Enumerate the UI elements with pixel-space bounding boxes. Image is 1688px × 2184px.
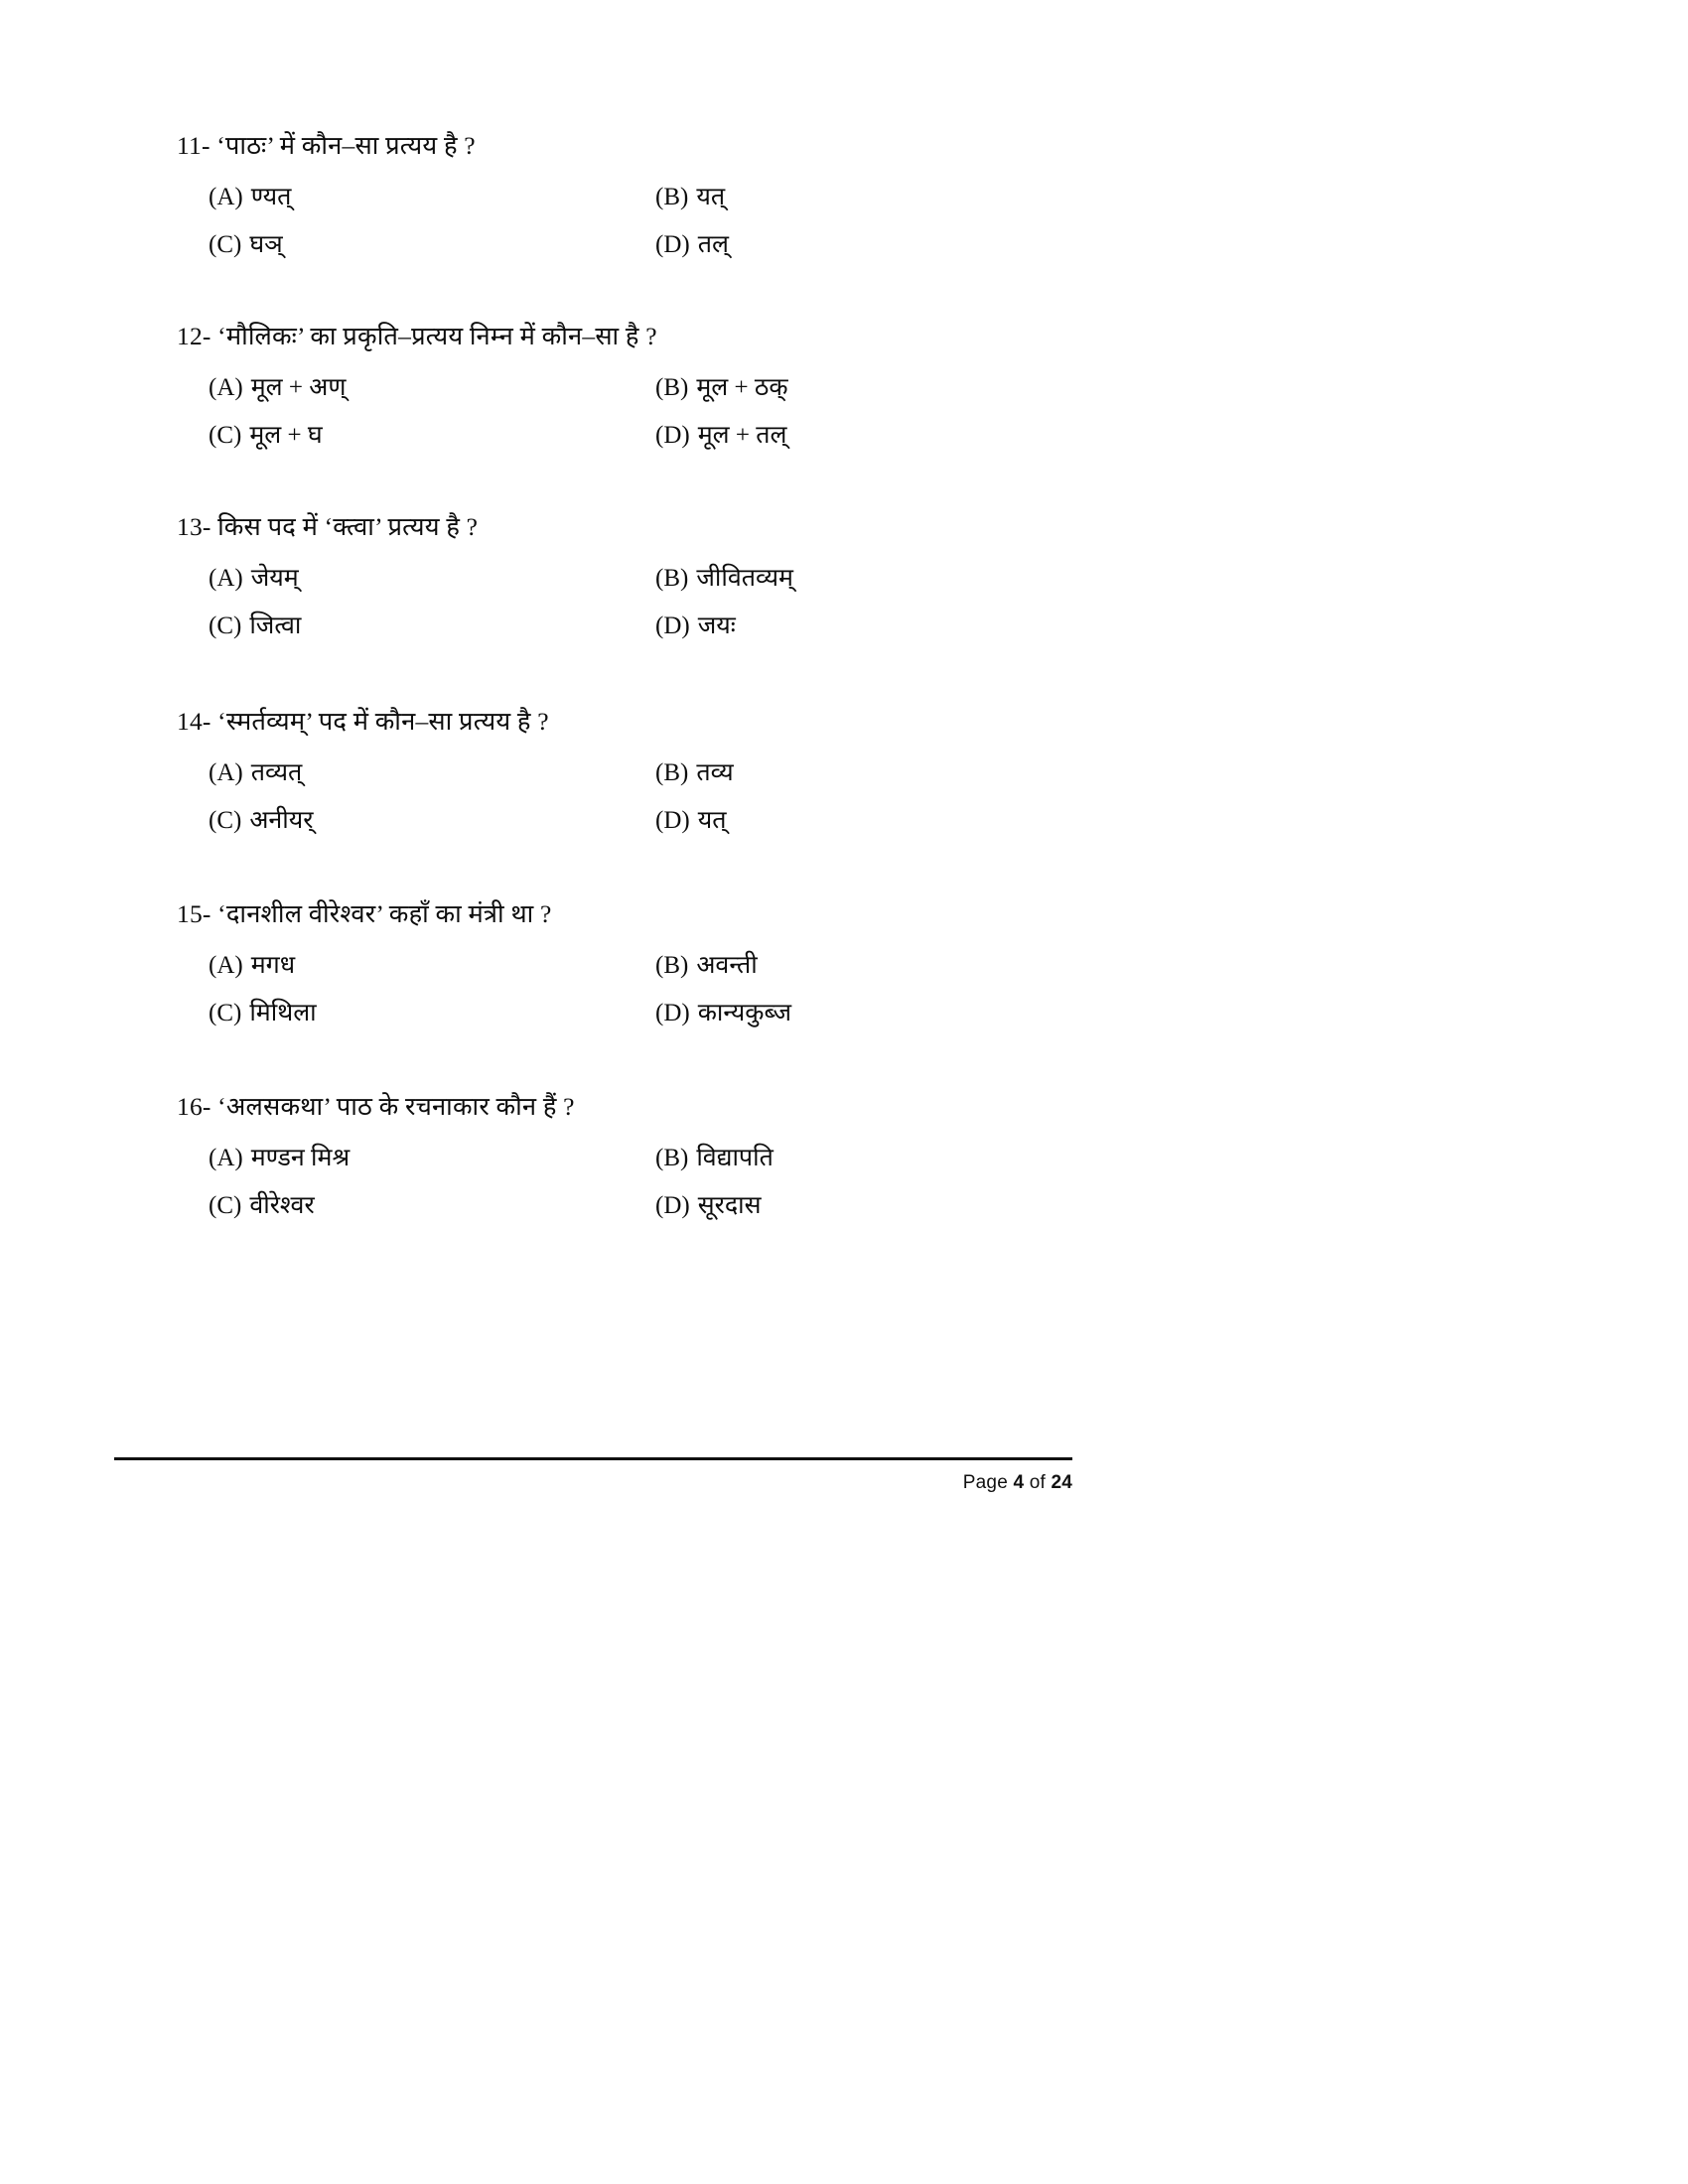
- option-d-label: (D): [655, 422, 690, 450]
- option-row: [209, 181, 1100, 214]
- option-b-value: तव्य: [696, 759, 734, 787]
- question-number: 16-: [177, 1091, 211, 1121]
- question-text: [177, 320, 1100, 353]
- question-body: ‘स्मर्तव्यम्’ पद में कौन–सा प्रत्यय है ?: [217, 706, 549, 736]
- question-text: [177, 129, 1100, 163]
- option-a-value: मगध: [250, 952, 296, 980]
- question-number: 13-: [177, 511, 211, 541]
- question-body: ‘दानशील वीरेश्वर’ कहाँ का मंत्री था ?: [217, 898, 552, 928]
- option-row: [209, 419, 1100, 453]
- option-d-label: (D): [655, 806, 690, 834]
- question-body: ‘अलसकथा’ पाठ के रचनाकार कौन हैं ?: [217, 1091, 575, 1121]
- option-a-label: (A): [209, 565, 243, 593]
- option-d-value: सूरदास: [697, 1191, 762, 1219]
- question-body: ‘मौलिकः’ का प्रकृति–प्रत्यय निम्न में कौन–सा है ?: [217, 321, 657, 350]
- option-group: [209, 562, 1100, 643]
- option-c-value: वीरेश्वर: [249, 1191, 315, 1219]
- option-row: [209, 610, 1100, 643]
- page-number: 4: [1013, 1472, 1025, 1493]
- question-list: [177, 129, 1100, 1237]
- option-d-value: मूल + तल्: [697, 422, 787, 450]
- option-a-value: जेयम्: [250, 565, 299, 593]
- option-a[interactable]: [209, 181, 655, 214]
- option-b-label: (B): [655, 952, 689, 980]
- option-a-label: (A): [209, 952, 243, 980]
- question-text: [177, 510, 1100, 544]
- option-d-label: (D): [655, 999, 690, 1026]
- option-d[interactable]: [655, 419, 1100, 453]
- option-c-label: (C): [209, 231, 242, 259]
- option-d[interactable]: [655, 804, 1100, 838]
- option-b[interactable]: [655, 371, 1100, 405]
- option-a[interactable]: [209, 562, 655, 596]
- option-b[interactable]: [655, 1142, 1100, 1175]
- of-word: of: [1029, 1472, 1046, 1493]
- question-number: 15-: [177, 898, 211, 928]
- option-c[interactable]: [209, 419, 655, 453]
- question-body: ‘पाठः’ में कौन–सा प्रत्यय है ?: [216, 131, 476, 160]
- option-c[interactable]: [209, 804, 655, 838]
- option-group: [209, 756, 1100, 838]
- option-d[interactable]: [655, 610, 1100, 643]
- option-b-value: मूल + ठक्: [696, 374, 788, 402]
- option-a[interactable]: [209, 949, 655, 983]
- option-row: [209, 756, 1100, 790]
- page-indicator: [114, 1472, 1072, 1494]
- option-a-label: (A): [209, 1145, 243, 1172]
- option-a-label: (A): [209, 759, 243, 787]
- option-c[interactable]: [209, 610, 655, 643]
- question-item: [177, 320, 1100, 453]
- option-c-label: (C): [209, 422, 242, 450]
- option-a-value: मण्डन मिश्र: [250, 1145, 351, 1172]
- question-number: 12-: [177, 321, 211, 350]
- question-item: [177, 129, 1100, 262]
- option-b-value: जीवितव्यम्: [696, 565, 793, 593]
- option-b-value: यत्: [696, 184, 726, 211]
- option-b-label: (B): [655, 565, 689, 593]
- option-a[interactable]: [209, 756, 655, 790]
- page-footer: [114, 1457, 1072, 1494]
- option-b-label: (B): [655, 1145, 689, 1172]
- option-b-label: (B): [655, 184, 689, 211]
- total-pages: 24: [1051, 1472, 1072, 1493]
- option-row: [209, 1189, 1100, 1223]
- option-b[interactable]: [655, 756, 1100, 790]
- option-c-value: मूल + घ: [249, 422, 323, 450]
- option-d[interactable]: [655, 1189, 1100, 1223]
- option-a-label: (A): [209, 374, 243, 402]
- option-b[interactable]: [655, 562, 1100, 596]
- question-item: [177, 510, 1100, 643]
- option-a-value: तव्यत्: [250, 759, 303, 787]
- option-a[interactable]: [209, 1142, 655, 1175]
- option-d-value: यत्: [697, 806, 727, 834]
- option-c-value: जित्वा: [249, 613, 302, 640]
- option-group: [209, 1142, 1100, 1223]
- option-a-label: (A): [209, 184, 243, 211]
- question-body: किस पद में ‘क्त्वा’ प्रत्यय है ?: [217, 511, 479, 541]
- option-b-label: (B): [655, 374, 689, 402]
- option-b[interactable]: [655, 181, 1100, 214]
- option-c-value: अनीयर्: [249, 806, 314, 834]
- option-d-label: (D): [655, 613, 690, 640]
- option-row: [209, 371, 1100, 405]
- option-d-label: (D): [655, 231, 690, 259]
- option-c[interactable]: [209, 228, 655, 262]
- question-text: [177, 705, 1100, 739]
- page-word: Page: [962, 1472, 1008, 1493]
- option-b-label: (B): [655, 759, 689, 787]
- option-c-label: (C): [209, 1191, 242, 1219]
- option-d-label: (D): [655, 1191, 690, 1219]
- question-item: [177, 897, 1100, 1030]
- option-group: [209, 181, 1100, 262]
- option-c-value: मिथिला: [249, 999, 317, 1026]
- option-b-value: विद्यापति: [696, 1145, 774, 1172]
- option-row: [209, 997, 1100, 1030]
- option-d-value: जयः: [697, 613, 736, 640]
- question-number: 11-: [177, 131, 211, 160]
- option-c-label: (C): [209, 806, 242, 834]
- option-d[interactable]: [655, 997, 1100, 1030]
- option-row: [209, 804, 1100, 838]
- option-c-value: घञ्: [249, 231, 283, 259]
- question-text: [177, 897, 1100, 931]
- question-number: 14-: [177, 706, 211, 736]
- option-c[interactable]: [209, 1189, 655, 1223]
- option-d[interactable]: [655, 228, 1100, 262]
- option-row: [209, 228, 1100, 262]
- question-item: [177, 1090, 1100, 1223]
- option-c-label: (C): [209, 999, 242, 1026]
- question-item: [177, 705, 1100, 838]
- option-c[interactable]: [209, 997, 655, 1030]
- option-b-value: अवन्ती: [696, 952, 758, 980]
- option-a-value: मूल + अण्: [250, 374, 347, 402]
- option-row: [209, 562, 1100, 596]
- footer-divider: [114, 1457, 1072, 1460]
- option-d-value: तल्: [697, 231, 729, 259]
- option-row: [209, 949, 1100, 983]
- option-group: [209, 371, 1100, 453]
- option-c-label: (C): [209, 613, 242, 640]
- option-d-value: कान्यकुब्ज: [697, 999, 791, 1026]
- option-row: [209, 1142, 1100, 1175]
- option-a[interactable]: [209, 371, 655, 405]
- option-group: [209, 949, 1100, 1030]
- option-a-value: ण्यत्: [250, 184, 292, 211]
- option-b[interactable]: [655, 949, 1100, 983]
- question-text: [177, 1090, 1100, 1124]
